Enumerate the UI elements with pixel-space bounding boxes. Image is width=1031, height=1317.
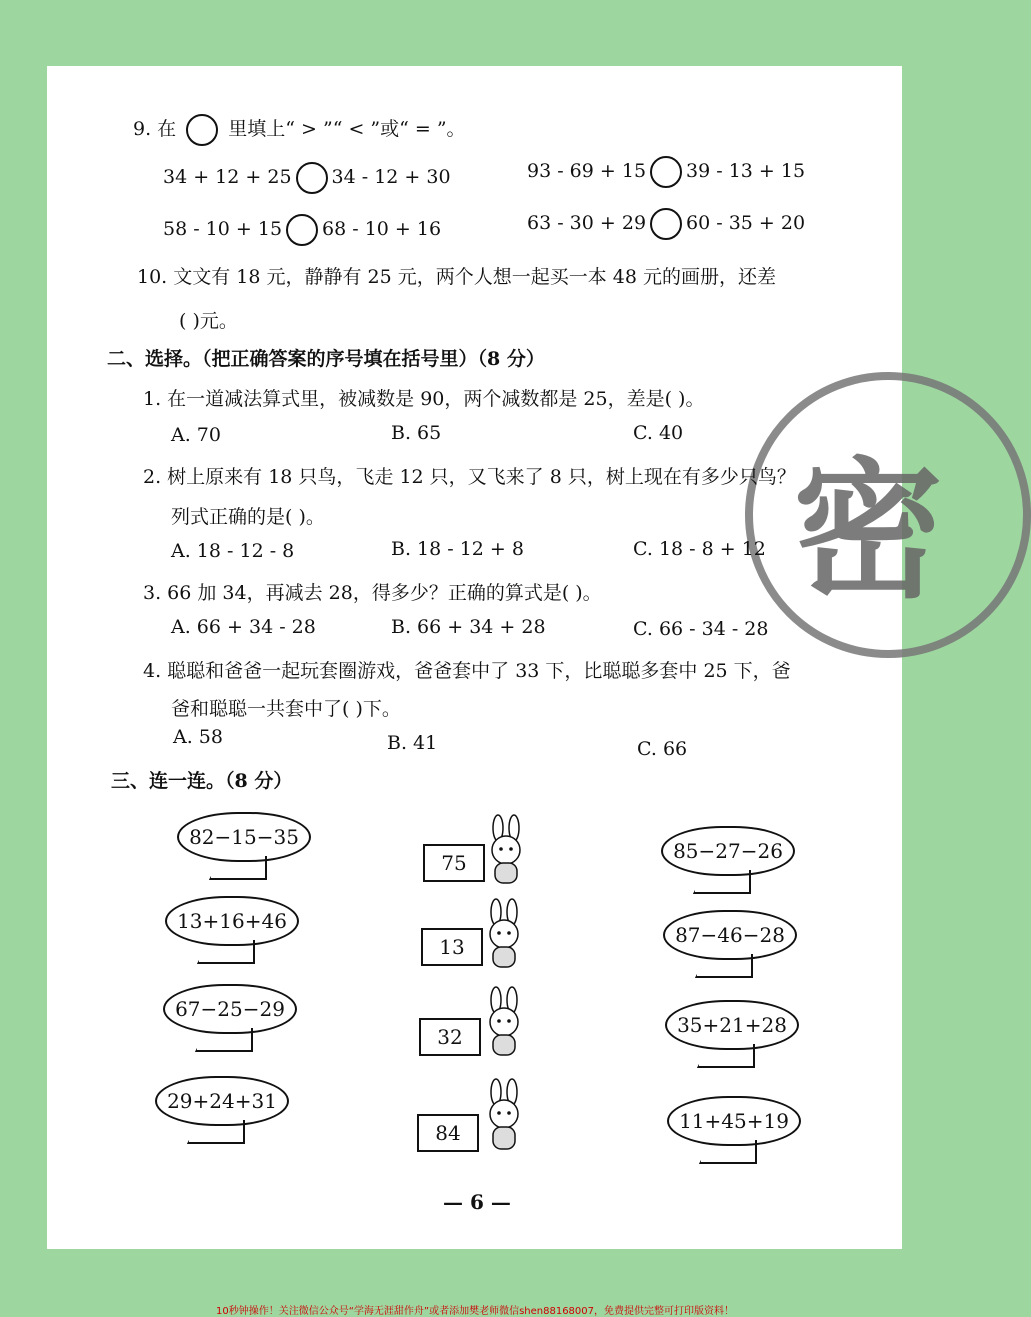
page-number: — 6 — xyxy=(443,1190,511,1214)
mushroom-expression: 82−15−35 xyxy=(177,812,311,862)
q9-heading xyxy=(133,114,466,146)
option-c[interactable]: C. 40 xyxy=(633,422,684,444)
q10-line2[interactable]: ( )元。 xyxy=(179,310,238,332)
answer-box[interactable]: 13 xyxy=(421,928,483,966)
q9-item xyxy=(527,156,805,188)
q9-right: 39 - 13 + 15 xyxy=(686,160,806,182)
mushroom-expression: 29+24+31 xyxy=(155,1076,289,1126)
answer-box[interactable]: 75 xyxy=(423,844,485,882)
answer-box[interactable]: 32 xyxy=(419,1018,481,1056)
option-b[interactable]: B. 66 + 34 + 28 xyxy=(391,616,546,638)
q9-right: 60 - 35 + 20 xyxy=(686,212,806,234)
q9-left: 34 + 12 + 25 xyxy=(163,166,292,188)
choice-question: 2. 树上原来有 18 只鸟，飞走 12 只，又飞来了 8 只，树上现在有多少只鸟？ xyxy=(143,466,796,488)
q9-left: 63 - 30 + 29 xyxy=(527,212,647,234)
mushroom-expression: 35+21+28 xyxy=(665,1000,799,1050)
q9-item xyxy=(527,208,805,240)
mushroom-expression: 11+45+19 xyxy=(667,1096,801,1146)
choice-question-cont: 爸和聪聪一共套中了( )下。 xyxy=(171,698,401,720)
choice-question: 4. 聪聪和爸爸一起玩套圈游戏，爸爸套中了 33 下，比聪聪多套中 25 下，爸 xyxy=(143,660,791,682)
seal-stamp xyxy=(745,372,1031,658)
q9-instruction: 里填上“ > ”“ < ”或“ = ”。 xyxy=(228,118,466,140)
q10-line1: 10. 文文有 18 元，静静有 25 元，两个人想一起买一本 48 元的画册，还差 xyxy=(137,266,777,288)
footer-banner: 10秒钟操作！关注微信公众号“学海无涯甜作舟”或者添加樊老师微信shen88168007，免费提供完整可打印版资料！ xyxy=(215,1306,735,1317)
option-a[interactable]: A. 58 xyxy=(173,726,223,748)
choice-question: 1. 在一道减法算式里，被减数是 90，两个减数都是 25，差是( )。 xyxy=(143,388,705,410)
option-a[interactable]: A. 18 - 12 - 8 xyxy=(171,540,295,562)
option-b[interactable]: B. 18 - 12 + 8 xyxy=(391,538,524,560)
answer-box[interactable]: 84 xyxy=(417,1114,479,1152)
q9-item xyxy=(163,214,441,246)
q9-label: 9. 在 xyxy=(133,118,177,140)
answer-circle[interactable] xyxy=(296,162,328,194)
option-a[interactable]: A. 66 + 34 - 28 xyxy=(171,616,316,638)
circle-icon xyxy=(186,114,218,146)
answer-circle[interactable] xyxy=(286,214,318,246)
option-b[interactable]: B. 65 xyxy=(391,422,442,444)
option-b[interactable]: B. 41 xyxy=(387,732,438,754)
q9-left: 58 - 10 + 15 xyxy=(163,218,283,240)
mushroom-expression: 13+16+46 xyxy=(165,896,299,946)
bunny-icon xyxy=(483,814,533,890)
q9-left: 93 - 69 + 15 xyxy=(527,160,647,182)
bunny-icon xyxy=(481,986,531,1062)
option-c[interactable]: C. 18 - 8 + 12 xyxy=(633,538,766,560)
mushroom-expression: 67−25−29 xyxy=(163,984,297,1034)
q9-right: 34 - 12 + 30 xyxy=(331,166,451,188)
mushroom-expression: 87−46−28 xyxy=(663,910,797,960)
q9-right: 68 - 10 + 16 xyxy=(322,218,442,240)
option-c[interactable]: C. 66 - 34 - 28 xyxy=(633,618,769,640)
option-a[interactable]: A. 70 xyxy=(171,424,221,446)
option-c[interactable]: C. 66 xyxy=(637,738,688,760)
choice-question-cont: 列式正确的是( )。 xyxy=(171,506,325,528)
section2-title: 二、选择。（把正确答案的序号填在括号里）（8 分） xyxy=(107,348,545,370)
answer-circle[interactable] xyxy=(650,208,682,240)
seal-character: 密 xyxy=(793,445,944,619)
choice-question: 3. 66 加 34，再减去 28，得多少？正确的算式是( )。 xyxy=(143,582,602,604)
bunny-icon xyxy=(481,898,531,974)
mushroom-expression: 85−27−26 xyxy=(661,826,795,876)
worksheet-page xyxy=(47,66,944,1249)
bunny-icon xyxy=(481,1078,531,1158)
section3-title: 三、连一连。（8 分） xyxy=(111,770,293,792)
answer-circle[interactable] xyxy=(650,156,682,188)
q9-item xyxy=(163,162,451,194)
